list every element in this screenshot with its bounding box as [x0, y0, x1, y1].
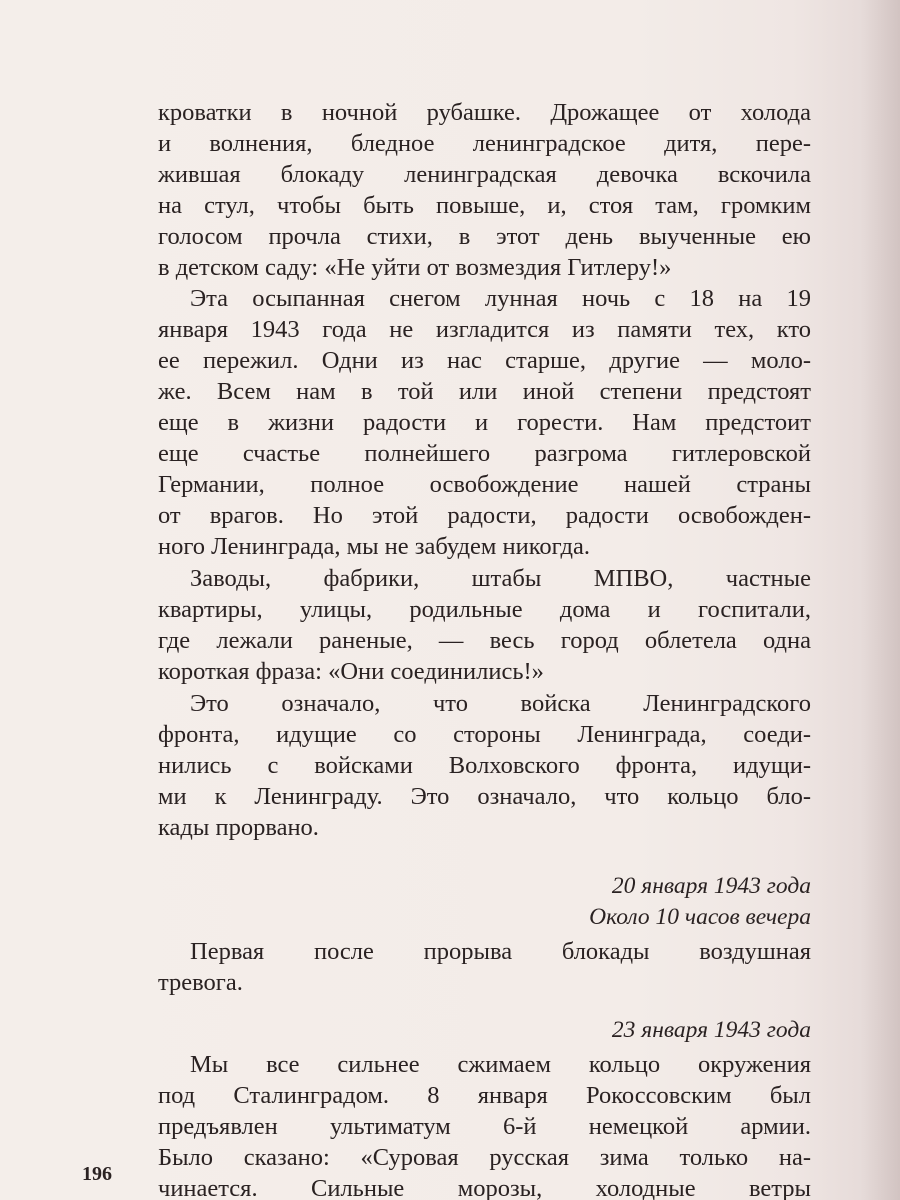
entry-date: 20 января 1943 года: [611, 873, 811, 899]
text-line: Заводы, фабрики, штабы МПВО, частные: [190, 565, 811, 592]
page-number: 196: [82, 1163, 112, 1185]
text-line: квартиры, улицы, родильные дома и госпитали,: [158, 596, 811, 623]
text-line: голосом прочла стихи, в этот день выученные ею: [158, 223, 811, 250]
page-edge-shadow: [860, 0, 900, 1200]
text-line: предъявлен ультиматум 6-й немецкой армии.: [158, 1113, 811, 1140]
text-line: Мы все сильнее сжимаем кольцо окружения: [190, 1051, 811, 1078]
text-line: Это означало, что войска Ленинградского: [190, 690, 811, 717]
text-line: кроватки в ночной рубашке. Дрожащее от холода: [158, 99, 811, 126]
text-line: под Сталинградом. 8 января Рокоссовским был: [158, 1082, 811, 1109]
text-line: Эта осыпанная снегом лунная ночь с 18 на 19: [190, 285, 811, 312]
text-line: Германии, полное освобождение нашей страны: [158, 471, 811, 498]
text-line: короткая фраза: «Они соединились!»: [158, 658, 544, 685]
text-line: фронта, идущие со стороны Ленинграда, соеди-: [158, 721, 811, 748]
entry-date: 23 января 1943 года: [611, 1017, 811, 1043]
text-line: и волнения, бледное ленинградское дитя, пере-: [158, 130, 811, 157]
text-line: ми к Ленинграду. Это означало, что кольцо бло-: [158, 783, 811, 810]
text-line: Первая после прорыва блокады воздушная: [190, 938, 811, 965]
text-line: нились с войсками Волховского фронта, идущи-: [158, 752, 811, 779]
text-line: ного Ленинграда, мы не забудем никогда.: [158, 533, 590, 560]
text-line: на стул, чтобы быть повыше, и, стоя там, громким: [158, 192, 811, 219]
text-line: кады прорвано.: [158, 814, 319, 841]
entry-time: Около 10 часов вечера: [589, 904, 811, 930]
text-line: еще счастье полнейшего разгрома гитлеровской: [158, 440, 811, 467]
text-line: тревога.: [158, 969, 243, 996]
text-line: жившая блокаду ленинградская девочка вскочила: [158, 161, 811, 188]
text-line: января 1943 года не изгладится из памяти тех, кто: [158, 316, 811, 343]
text-line: еще в жизни радости и горести. Нам предстоит: [158, 409, 811, 436]
text-line: чинается. Сильные морозы, холодные ветры: [158, 1175, 811, 1200]
text-line: же. Всем нам в той или иной степени предстоят: [158, 378, 811, 405]
text-line: где лежали раненые, — весь город облетела одна: [158, 627, 811, 654]
text-line: Было сказано: «Суровая русская зима только на-: [158, 1144, 811, 1171]
text-line: в детском саду: «Не уйти от возмездия Гитлеру!»: [158, 254, 672, 281]
text-line: ее пережил. Одни из нас старше, другие — моло-: [158, 347, 811, 374]
text-line: от врагов. Но этой радости, радости освобожден-: [158, 502, 811, 529]
